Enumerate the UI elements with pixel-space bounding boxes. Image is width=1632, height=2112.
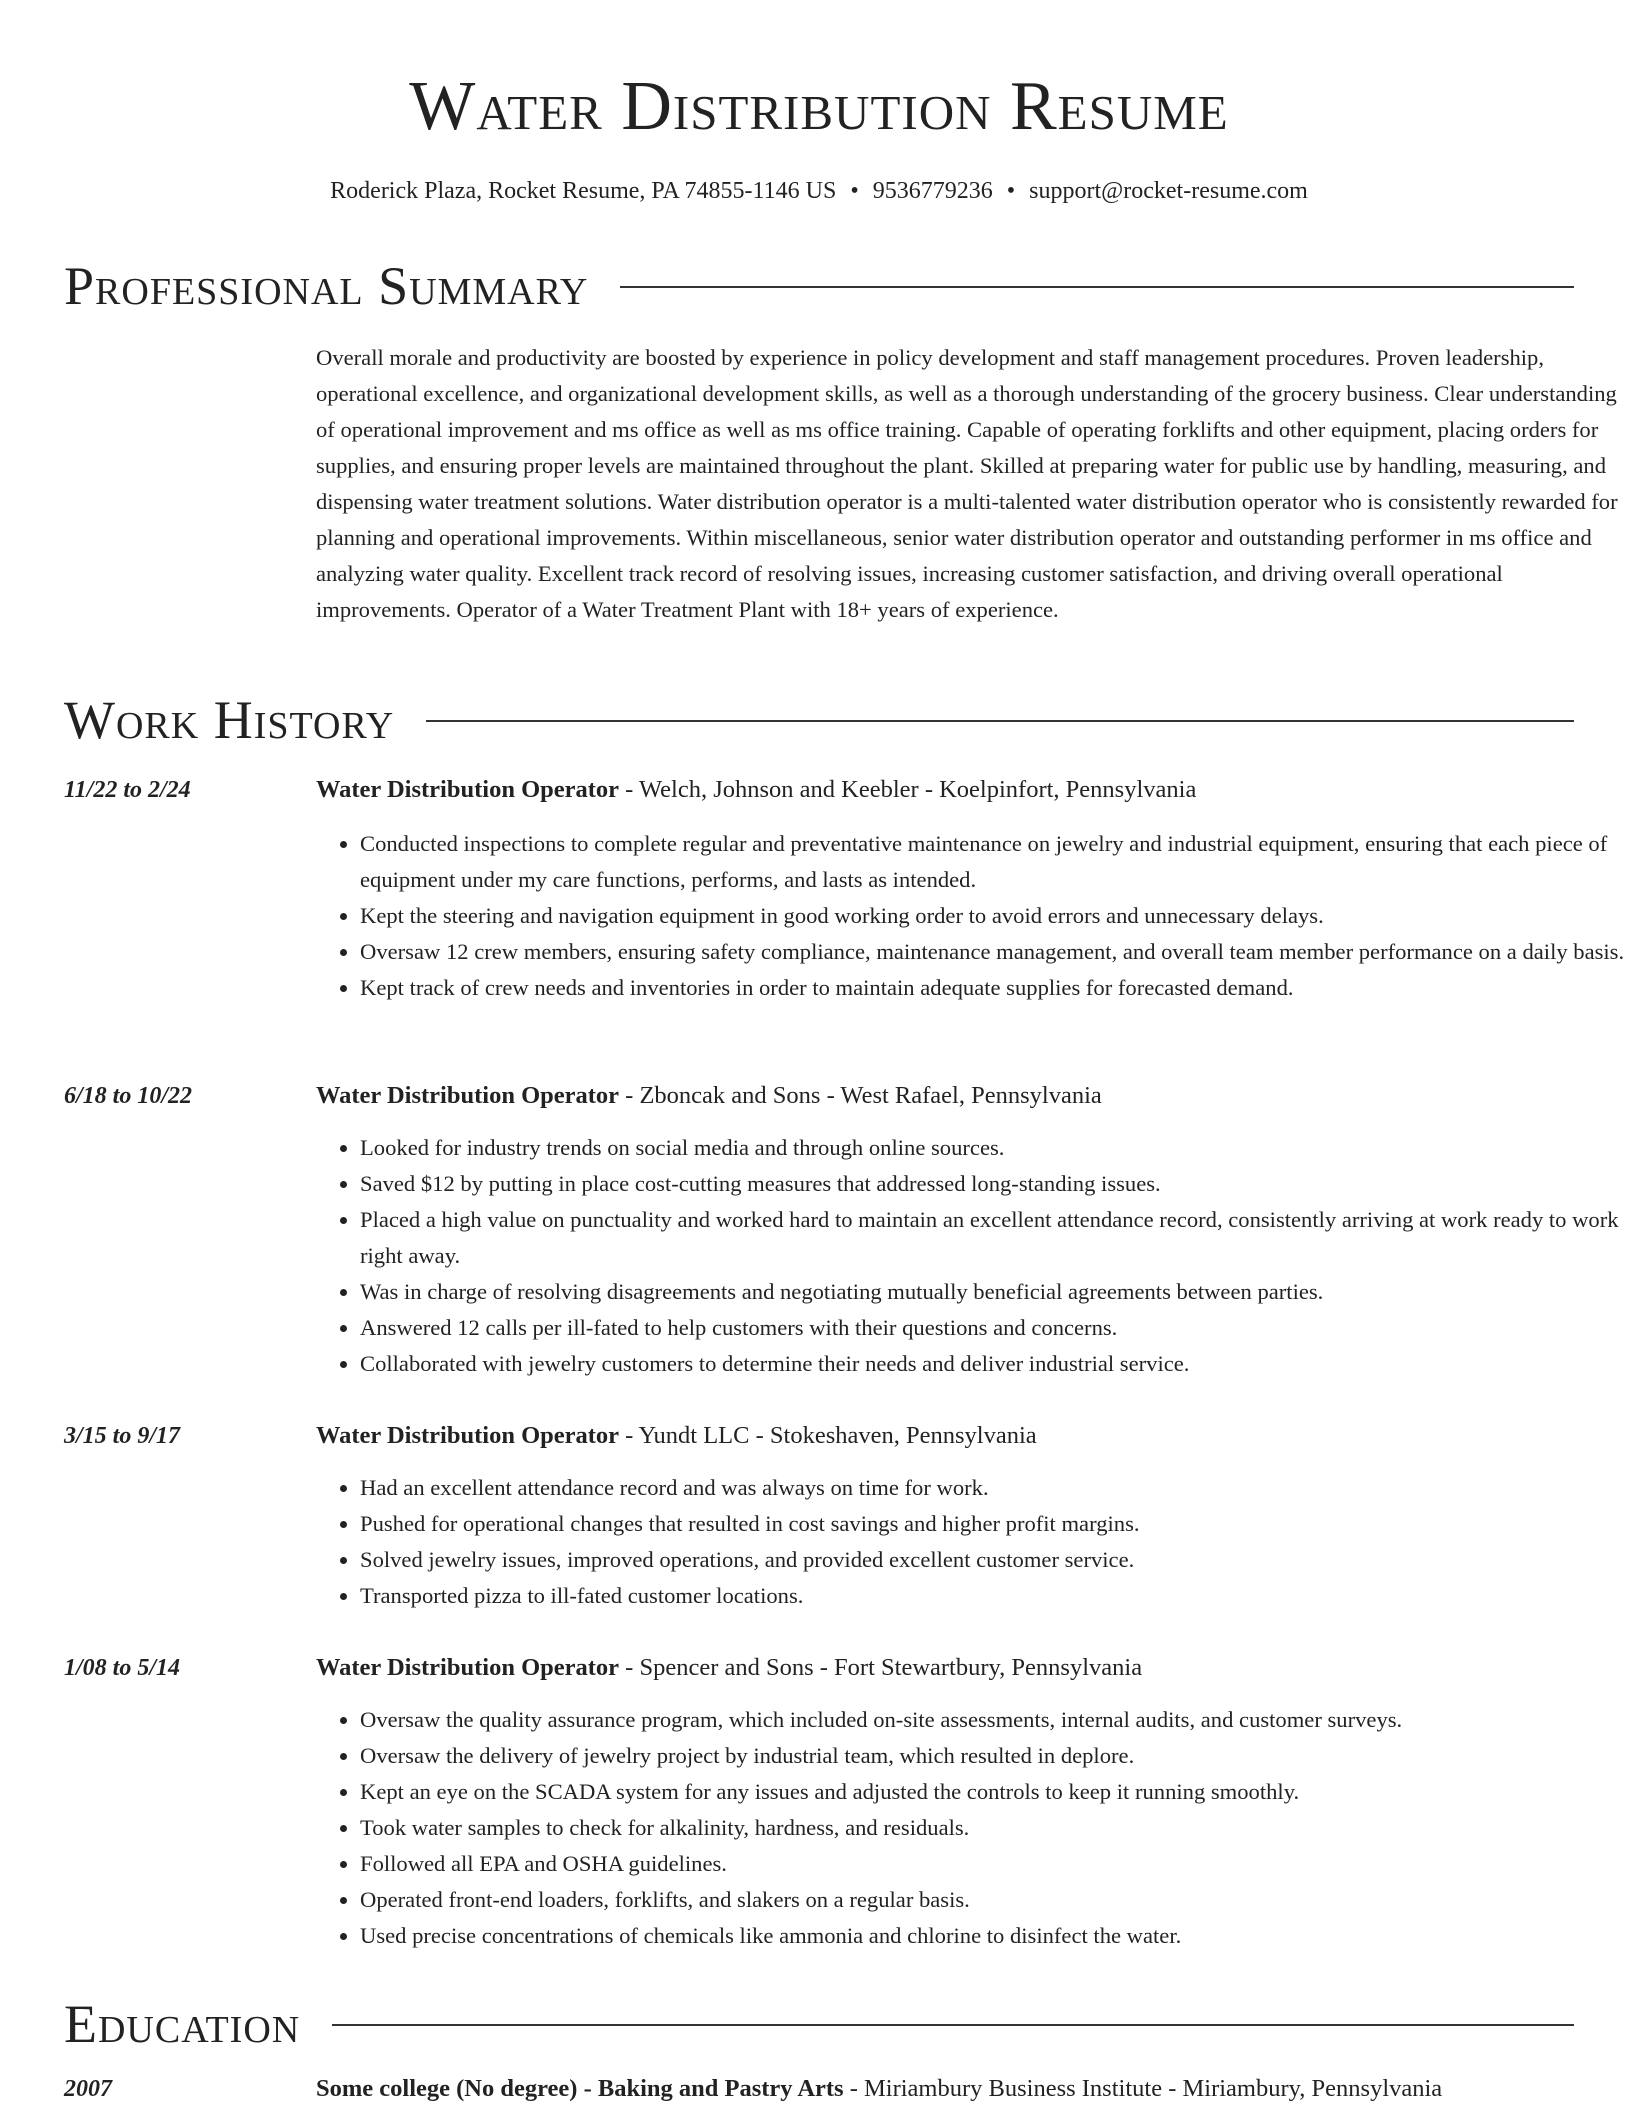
job-details: - Welch, Johnson and Keebler - Koelpinfort, Pennsylvania: [619, 776, 1197, 803]
job-bullets: [316, 1470, 1626, 1614]
contact-line: [64, 176, 1574, 206]
education-section-header: [64, 1992, 1574, 2056]
list-item: • Operated front-end loaders, forklifts, and slakers on a regular basis.: [360, 1882, 1626, 1918]
list-item: • Pushed for operational changes that resulted in cost savings and higher profit margins.: [360, 1506, 1626, 1542]
job-heading: [316, 1080, 1576, 1112]
job-details: - Yundt LLC - Stokeshaven, Pennsylvania: [619, 1422, 1037, 1449]
list-item: • Kept an eye on the SCADA system for any issues and adjusted the controls to keep it running smoothly.: [360, 1774, 1626, 1810]
section-divider: [426, 720, 1574, 722]
document-title: Water Distribution Resume: [409, 68, 1229, 145]
list-item: • Conducted inspections to complete regular and preventative maintenance on jewelry and industrial equipment, ensuring that each piece of equipment under my care functions, performs, and lasts as intended.: [360, 826, 1626, 898]
summary-section-header: [64, 254, 1574, 318]
list-item: • Transported pizza to ill-fated customer locations.: [360, 1578, 1626, 1614]
list-item: • Was in charge of resolving disagreements and negotiating mutually beneficial agreements between parties.: [360, 1274, 1626, 1310]
education-heading: Education: [64, 1994, 301, 2054]
list-item: • Kept track of crew needs and inventories in order to maintain adequate supplies for forecasted demand.: [360, 970, 1626, 1006]
list-item: • Solved jewelry issues, improved operations, and provided excellent customer service.: [360, 1542, 1626, 1578]
list-item: • Kept the steering and navigation equipment in good working order to avoid errors and unnecessary delays.: [360, 898, 1626, 934]
job-dates: 1/08 to 5/14: [64, 1655, 181, 1681]
work-section-header: [64, 688, 1574, 752]
list-item: • Oversaw 12 crew members, ensuring safety compliance, maintenance management, and overall team member performance on a daily basis.: [360, 934, 1626, 970]
education-degree: Some college (No degree) - Baking and Pastry Arts: [316, 2075, 844, 2102]
list-item: • Used precise concentrations of chemicals like ammonia and chlorine to disinfect the water.: [360, 1918, 1626, 1954]
section-divider: [620, 286, 1574, 288]
job-role: Water Distribution Operator: [316, 1654, 620, 1681]
education-details: - Miriambury Business Institute - Miriambury, Pennsylvania: [843, 2075, 1443, 2102]
list-item: • Answered 12 calls per ill-fated to help customers with their questions and concerns.: [360, 1310, 1626, 1346]
job-role: Water Distribution Operator: [316, 1422, 620, 1449]
job-dates: 6/18 to 10/22: [64, 1083, 193, 1109]
list-item: • Oversaw the quality assurance program, which included on-site assessments, internal audits, and customer surveys.: [360, 1702, 1626, 1738]
job-bullets: [316, 826, 1626, 1006]
education-heading-line: [316, 2073, 1442, 2105]
list-item: • Followed all EPA and OSHA guidelines.: [360, 1846, 1626, 1882]
list-item: • Had an excellent attendance record and was always on time for work.: [360, 1470, 1626, 1506]
list-item: • Saved $12 by putting in place cost-cutting measures that addressed long-standing issues.: [360, 1166, 1626, 1202]
job-details: - Zboncak and Sons - West Rafael, Pennsylvania: [619, 1082, 1102, 1109]
education-year: 2007: [64, 2076, 112, 2102]
summary-heading: Professional Summary: [64, 256, 589, 316]
section-divider: [332, 2024, 1574, 2026]
job-heading: [316, 1420, 1576, 1452]
job-bullets: [316, 1702, 1626, 1954]
list-item: • Placed a high value on punctuality and worked hard to maintain an excellent attendance record, consistently arriving at work ready to work right away.: [360, 1202, 1626, 1274]
contact-phone: 9536779236: [872, 178, 993, 204]
contact-separator: •: [850, 178, 859, 204]
job-dates: 11/22 to 2/24: [64, 777, 191, 803]
contact-address: Roderick Plaza, Rocket Resume, PA 74855-1146 US: [330, 178, 837, 204]
work-heading: Work History: [64, 690, 395, 750]
job-bullets: [316, 1130, 1626, 1382]
job-details: - Spencer and Sons - Fort Stewartbury, Pennsylvania: [619, 1654, 1143, 1681]
job-heading: [316, 774, 1576, 806]
summary-text: Overall morale and productivity are boosted by experience in policy development and staff management procedures. Proven leadership, operational excellence, and organizational development skills, as well as a thorough understanding of the grocery business. Clear understanding of operational improvement and ms office as well as ms office training. Capable of operating forklifts and other equipment, placing orders for supplies, and ensuring proper levels are maintained throughout the plant. Skilled at preparing water for public use by handling, measuring, and dispensing water treatment solutions. Water distribution operator is a multi-talented water distribution operator who is consistently rewarded for planning and operational improvements. Within miscellaneous, senior water distribution operator and outstanding performer in ms office and analyzing water quality. Excellent track record of resolving issues, increasing customer satisfaction, and driving overall operational improvements. Operator of a Water Treatment Plant with 18+ years of experience.: [316, 345, 1618, 622]
list-item: • Looked for industry trends on social media and through online sources.: [360, 1130, 1626, 1166]
list-item: • Collaborated with jewelry customers to determine their needs and deliver industrial service.: [360, 1346, 1626, 1382]
job-role: Water Distribution Operator: [316, 1082, 620, 1109]
list-item: • Oversaw the delivery of jewelry project by industrial team, which resulted in deplore.: [360, 1738, 1626, 1774]
list-item: • Took water samples to check for alkalinity, hardness, and residuals.: [360, 1810, 1626, 1846]
job-role: Water Distribution Operator: [316, 776, 620, 803]
job-heading: [316, 1652, 1576, 1684]
contact-separator: •: [1006, 178, 1016, 204]
contact-email: support@rocket-resume.com: [1029, 178, 1308, 204]
job-dates: 3/15 to 9/17: [64, 1423, 181, 1449]
